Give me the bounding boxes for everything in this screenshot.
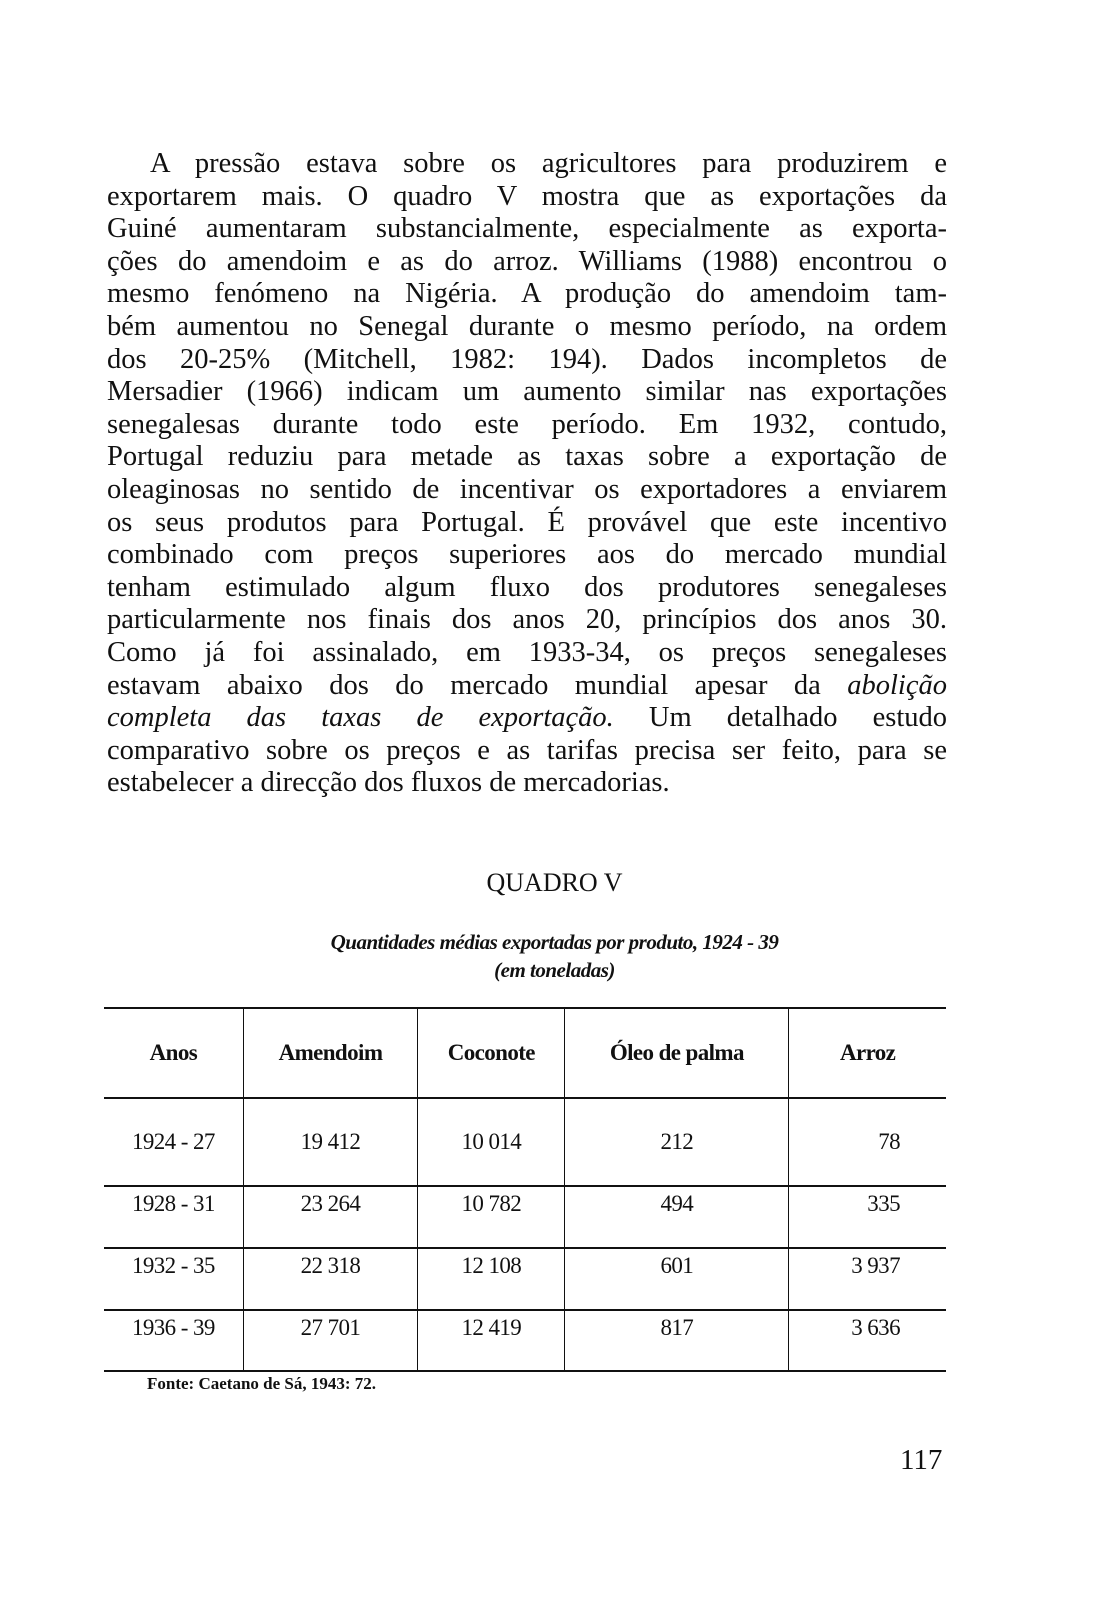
table-subtitle: (em toneladas) (494, 958, 615, 982)
text-line (107, 670, 947, 703)
text-line (107, 702, 947, 735)
table-cell: 1932 - 35 (104, 1248, 243, 1310)
table-cell: 601 (565, 1248, 789, 1310)
table-cell: 1936 - 39 (104, 1310, 243, 1371)
text-line: senegalesas durante todo este período. Em 1932, contudo, (107, 408, 947, 440)
text-line: particularmente nos finais dos anos 20, princípios dos anos 30. (107, 604, 947, 636)
page-number: 117 (900, 1444, 943, 1476)
text-line: estabelecer a direcção dos fluxos de mercadorias. (107, 767, 670, 799)
text-line: combinado com preços superiores aos do mercado mundial (107, 539, 947, 571)
table-cell: 817 (565, 1310, 789, 1371)
text-line: oleaginosas no sentido de incentivar os exportadores a enviarem (107, 473, 947, 505)
text-line: Portugal reduziu para metade as taxas sobre a exportação de (107, 441, 947, 473)
column-header: Arroz (789, 1008, 946, 1098)
italic-emphasis: abolição (847, 669, 947, 701)
exports-table (104, 1007, 946, 1372)
column-header: Coconote (418, 1008, 565, 1098)
text-segment: estavam abaixo dos do mercado mundial apesar da (107, 669, 848, 701)
table-row (104, 1186, 946, 1248)
text-line: comparativo sobre os preços e as tarifas precisa ser feito, para se (107, 734, 947, 766)
table-header-row (104, 1008, 946, 1098)
column-header: Óleo de palma (565, 1008, 789, 1098)
table-cell: 12 108 (418, 1248, 565, 1310)
table-cell: 12 419 (418, 1310, 565, 1371)
body-paragraph (107, 148, 947, 800)
table-row (104, 1098, 946, 1186)
table-cell: 1924 - 27 (104, 1098, 243, 1186)
table-row (104, 1248, 946, 1310)
table-cell: 3 636 (789, 1310, 946, 1371)
text-line: Como já foi assinalado, em 1933-34, os preços senegaleses (107, 636, 947, 668)
text-segment: Um detalhado estudo (613, 702, 947, 734)
table-cell: 78 (789, 1098, 946, 1186)
table-cell: 1928 - 31 (104, 1186, 243, 1248)
text-line: exportarem mais. O quadro V mostra que as exportações da (107, 180, 947, 212)
text-line: ções do amendoim e as do arroz. Williams (1988) encontrou o (107, 245, 947, 277)
text-line: tenham estimulado algum fluxo dos produtores senegaleses (107, 571, 947, 603)
text-line: os seus produtos para Portugal. É provável que este incentivo (107, 506, 947, 538)
table-cell: 3 937 (789, 1248, 946, 1310)
table-cell: 335 (789, 1186, 946, 1248)
table-cell: 27 701 (243, 1310, 417, 1371)
table-caption (0, 928, 1109, 984)
text-line: A pressão estava sobre os agricultores para produzirem e (150, 148, 947, 179)
italic-emphasis: completa das taxas de exportação. (107, 702, 614, 734)
text-line: dos 20-25% (Mitchell, 1982: 194). Dados incompletos de (107, 343, 947, 375)
column-header: Amendoim (243, 1008, 417, 1098)
table-cell: 494 (565, 1186, 789, 1248)
table-row (104, 1310, 946, 1371)
table-label: QUADRO V (486, 868, 623, 897)
column-header: Anos (104, 1008, 243, 1098)
table-cell: 212 (565, 1098, 789, 1186)
text-line: Mersadier (1966) indicam um aumento similar nas exportações (107, 376, 947, 408)
text-line: mesmo fenómeno na Nigéria. A produção do amendoim tam- (107, 278, 947, 310)
table-cell: 19 412 (243, 1098, 417, 1186)
table-cell: 23 264 (243, 1186, 417, 1248)
text-line: bém aumentou no Senegal durante o mesmo período, na ordem (107, 310, 947, 342)
table-cell: 10 014 (418, 1098, 565, 1186)
table-source: Fonte: Caetano de Sá, 1943: 72. (147, 1374, 377, 1393)
table-title: Quantidades médias exportadas por produto, 1924 - 39 (330, 930, 779, 954)
table-cell: 22 318 (243, 1248, 417, 1310)
text-line: Guiné aumentaram substancialmente, especialmente as exporta- (107, 213, 947, 245)
table-cell: 10 782 (418, 1186, 565, 1248)
